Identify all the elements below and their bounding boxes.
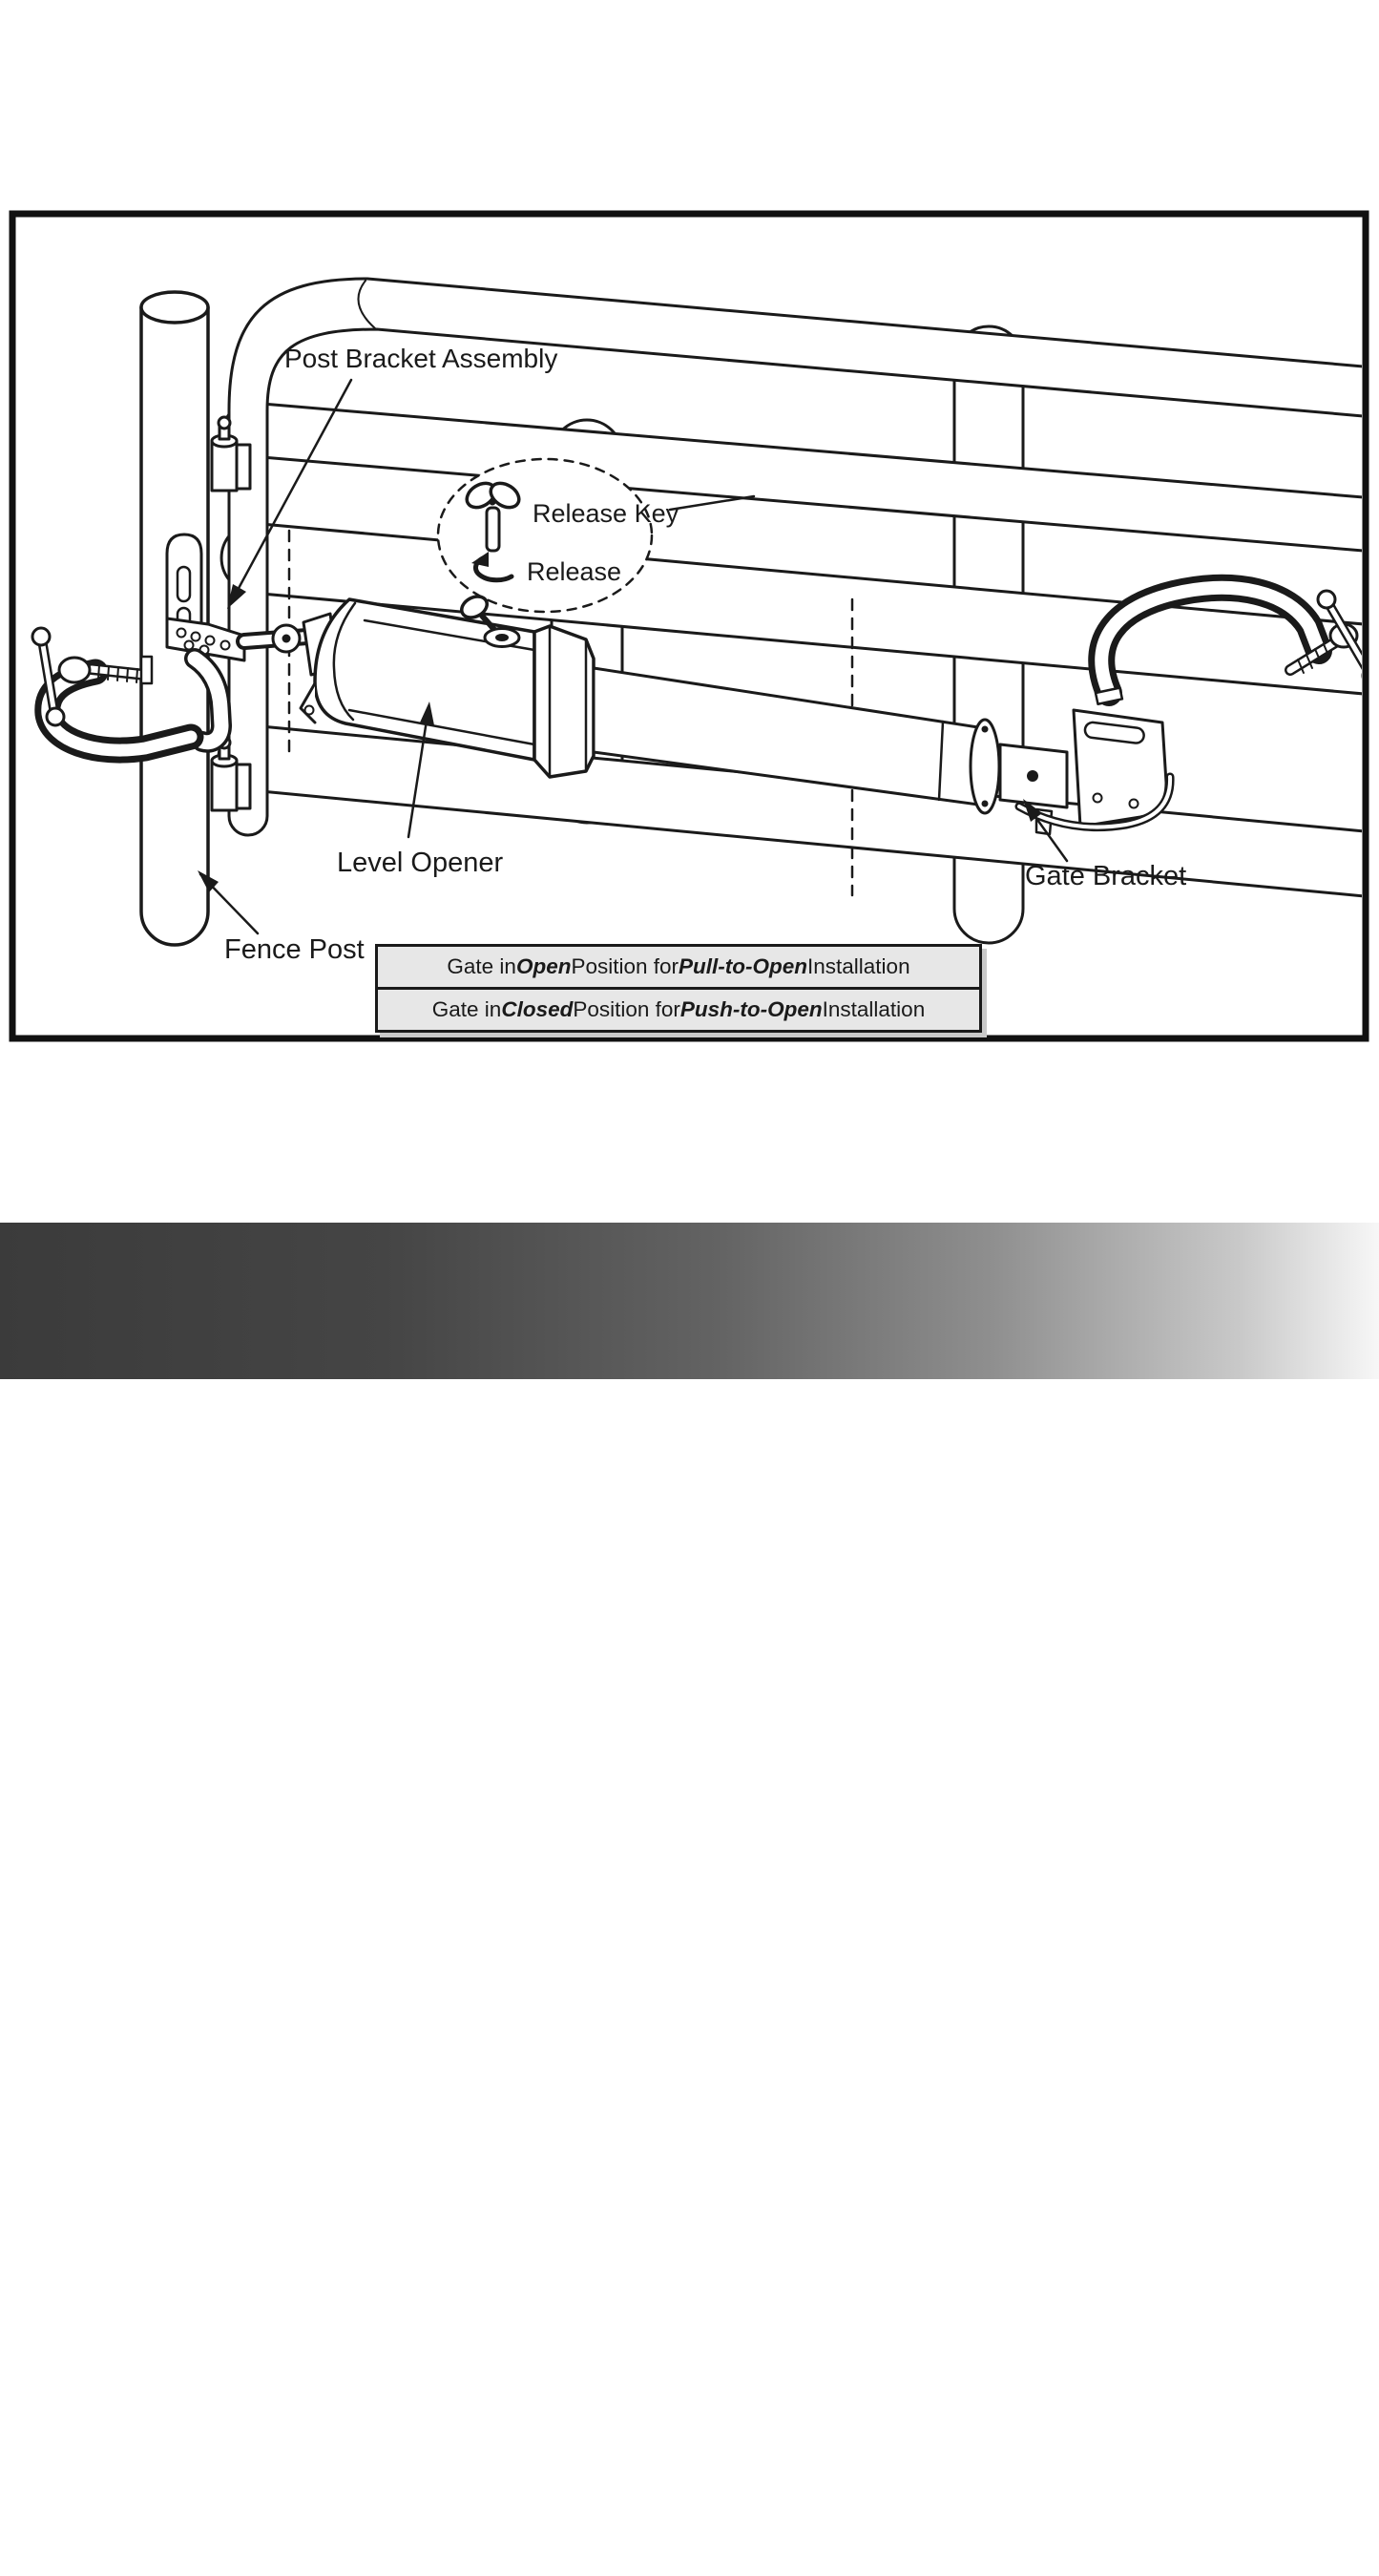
note1-middle: Position for [571,954,679,978]
note1-emphasis-pull: Pull-to-Open [679,954,808,978]
note-push-to-open [378,990,979,1030]
note2-suffix: Installation [822,997,926,1021]
note2-prefix: Gate in [431,997,502,1021]
label-release-key: Release Key [533,499,679,528]
note1-prefix: Gate in [447,954,516,978]
note-pull-to-open [378,947,979,990]
note2-middle: Position for [573,997,680,1021]
label-release: Release [527,557,622,586]
label-level-opener: Level Opener [337,848,504,878]
label-gate-bracket: Gate Bracket [1025,861,1187,891]
note1-suffix: Installation [807,954,910,978]
note2-emphasis-push: Push-to-Open [679,997,823,1021]
installation-notes-box [375,944,982,1033]
label-fence-post: Fence Post [224,934,365,965]
note1-emphasis-open: Open [515,954,572,978]
bottom-banner [0,1223,1379,2576]
label-post-bracket-assembly: Post Bracket Assembly [284,344,558,373]
note2-emphasis-closed: Closed [501,997,574,1021]
banner-title: DUAL OPEN WAYS [69,2469,683,2576]
